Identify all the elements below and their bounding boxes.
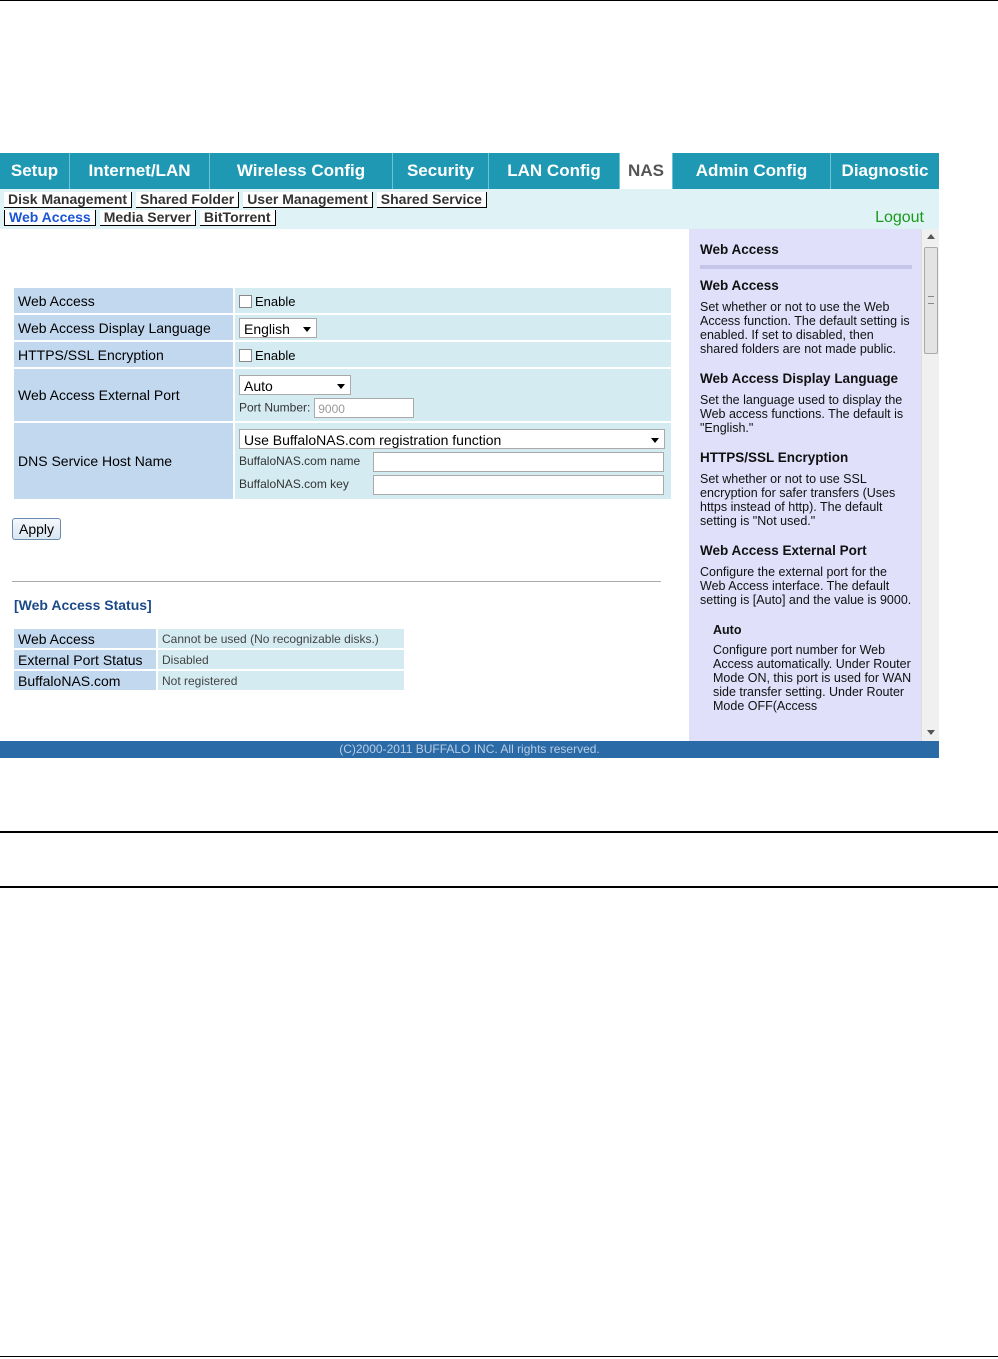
- tab-diagnostic[interactable]: Diagnostic: [841, 161, 929, 180]
- scroll-down-arrow-icon[interactable]: [927, 730, 935, 735]
- tab-setup[interactable]: Setup: [0, 153, 70, 189]
- dns-service-select[interactable]: [239, 429, 665, 449]
- tab-admin-config[interactable]: Admin Config: [673, 153, 831, 189]
- https-checkbox[interactable]: [239, 349, 252, 362]
- display-language-value: English: [244, 320, 290, 337]
- help-text: Set whether or not to use SSL encryption for safer transfers (Uses https instead of http). The default setting is "Not used.": [700, 472, 896, 528]
- status-row: [14, 650, 404, 669]
- footer: (C)2000-2011 BUFFALO INC. All rights reserved.: [0, 741, 939, 758]
- subtab-bittorrent[interactable]: BitTorrent: [200, 210, 276, 226]
- help-heading: Web Access External Port: [700, 543, 867, 558]
- content-area: [0, 229, 689, 741]
- web-access-label: Web Access: [14, 288, 233, 313]
- subtab-shared-folder[interactable]: Shared Folder: [136, 192, 239, 208]
- port-number-input[interactable]: 9000: [314, 398, 414, 418]
- scroll-thumb[interactable]: [924, 247, 938, 354]
- sub-nav: [0, 189, 939, 229]
- tab-nas[interactable]: NAS: [620, 153, 673, 189]
- status-row: [14, 671, 404, 690]
- display-language-cell: [235, 315, 671, 340]
- https-enable-label: Enable: [255, 347, 296, 363]
- status-row: [14, 629, 404, 648]
- https-label: HTTPS/SSL Encryption: [14, 342, 233, 367]
- dns-host-label: DNS Service Host Name: [14, 423, 233, 499]
- subtab-web-access[interactable]: Web Access: [4, 210, 96, 226]
- subtab-user-management[interactable]: User Management: [243, 192, 373, 208]
- web-access-checkbox[interactable]: [239, 295, 252, 308]
- subtab-shared-service[interactable]: Shared Service: [377, 192, 487, 208]
- https-cell: [235, 342, 671, 367]
- top-rule: [0, 0, 998, 1]
- grip-icon: [928, 296, 934, 304]
- page-rule: [0, 886, 998, 888]
- main-nav: [0, 153, 939, 189]
- subtab-disk-management[interactable]: Disk Management: [4, 192, 132, 208]
- help-heading: Web Access: [700, 278, 779, 293]
- page-rule: [0, 831, 998, 833]
- sub-nav-row-2: [4, 210, 280, 226]
- tab-internet-lan[interactable]: Internet/LAN: [70, 153, 210, 189]
- web-access-cell: [235, 288, 671, 313]
- status-label: BuffaloNAS.com: [14, 671, 156, 690]
- chevron-down-icon: [337, 384, 345, 389]
- help-subheading: Auto: [713, 623, 742, 637]
- tab-wireless-config[interactable]: Wireless Config: [210, 153, 393, 189]
- subtab-media-server[interactable]: Media Server: [100, 210, 196, 226]
- display-language-label: Web Access Display Language: [14, 315, 233, 340]
- help-content: [700, 243, 912, 713]
- buffalonas-key-input[interactable]: [373, 475, 664, 495]
- logout-link[interactable]: Logout: [875, 209, 924, 226]
- status-label: Web Access: [14, 629, 156, 648]
- tab-lan-config[interactable]: LAN Config: [489, 153, 620, 189]
- buffalonas-name-input[interactable]: [373, 452, 664, 472]
- port-number-label: Port Number:: [239, 400, 311, 415]
- sub-nav-row-1: [4, 192, 491, 208]
- help-separator: [700, 265, 912, 269]
- dns-host-cell: [235, 423, 671, 499]
- help-heading: HTTPS/SSL Encryption: [700, 450, 849, 465]
- status-label: External Port Status: [14, 650, 156, 669]
- chevron-down-icon: [303, 327, 311, 332]
- chevron-down-icon: [651, 438, 659, 443]
- help-subtext: Configure port number for Web Access automatically. Under Router Mode ON, this port is used for WAN side transfer setting. Under Router Mode OFF(Access: [713, 643, 912, 713]
- content-divider: [12, 581, 661, 582]
- bottom-rule: [0, 1356, 998, 1357]
- web-access-form: [12, 286, 673, 501]
- web-access-enable-label: Enable: [255, 293, 296, 309]
- external-port-mode: Auto: [244, 377, 273, 394]
- apply-button[interactable]: Apply: [12, 518, 61, 540]
- external-port-cell: [235, 369, 671, 421]
- help-scrollbar[interactable]: [921, 229, 939, 741]
- dns-service-value: Use BuffaloNAS.com registration function: [244, 431, 502, 448]
- tab-security[interactable]: Security: [393, 153, 489, 189]
- external-port-select[interactable]: [239, 375, 351, 395]
- buffalonas-key-label: BuffaloNAS.com key: [239, 477, 349, 492]
- help-text: Set the language used to display the Web access functions. The default is "English.": [700, 393, 904, 435]
- help-heading: Web Access Display Language: [700, 371, 899, 386]
- help-text: Set whether or not to use the Web Access function. The default setting is enabled. If set to disabled, then shared folders are not made public.: [700, 300, 910, 356]
- display-language-select[interactable]: [239, 318, 317, 338]
- help-text: Configure the external port for the Web Access interface. The default setting is [Auto] and the value is 9000.: [700, 565, 912, 607]
- status-value: Disabled: [158, 650, 404, 669]
- status-value: Not registered: [158, 671, 404, 690]
- scroll-up-arrow-icon[interactable]: [927, 234, 935, 239]
- buffalonas-name-label: BuffaloNAS.com name: [239, 454, 361, 469]
- router-admin-screen: [0, 153, 939, 758]
- web-access-status-title: [Web Access Status]: [14, 597, 152, 613]
- status-table: [12, 627, 406, 692]
- help-title: Web Access: [700, 242, 779, 257]
- help-panel: [689, 229, 921, 741]
- status-value: Cannot be used (No recognizable disks.): [158, 629, 404, 648]
- external-port-label: Web Access External Port: [14, 369, 233, 421]
